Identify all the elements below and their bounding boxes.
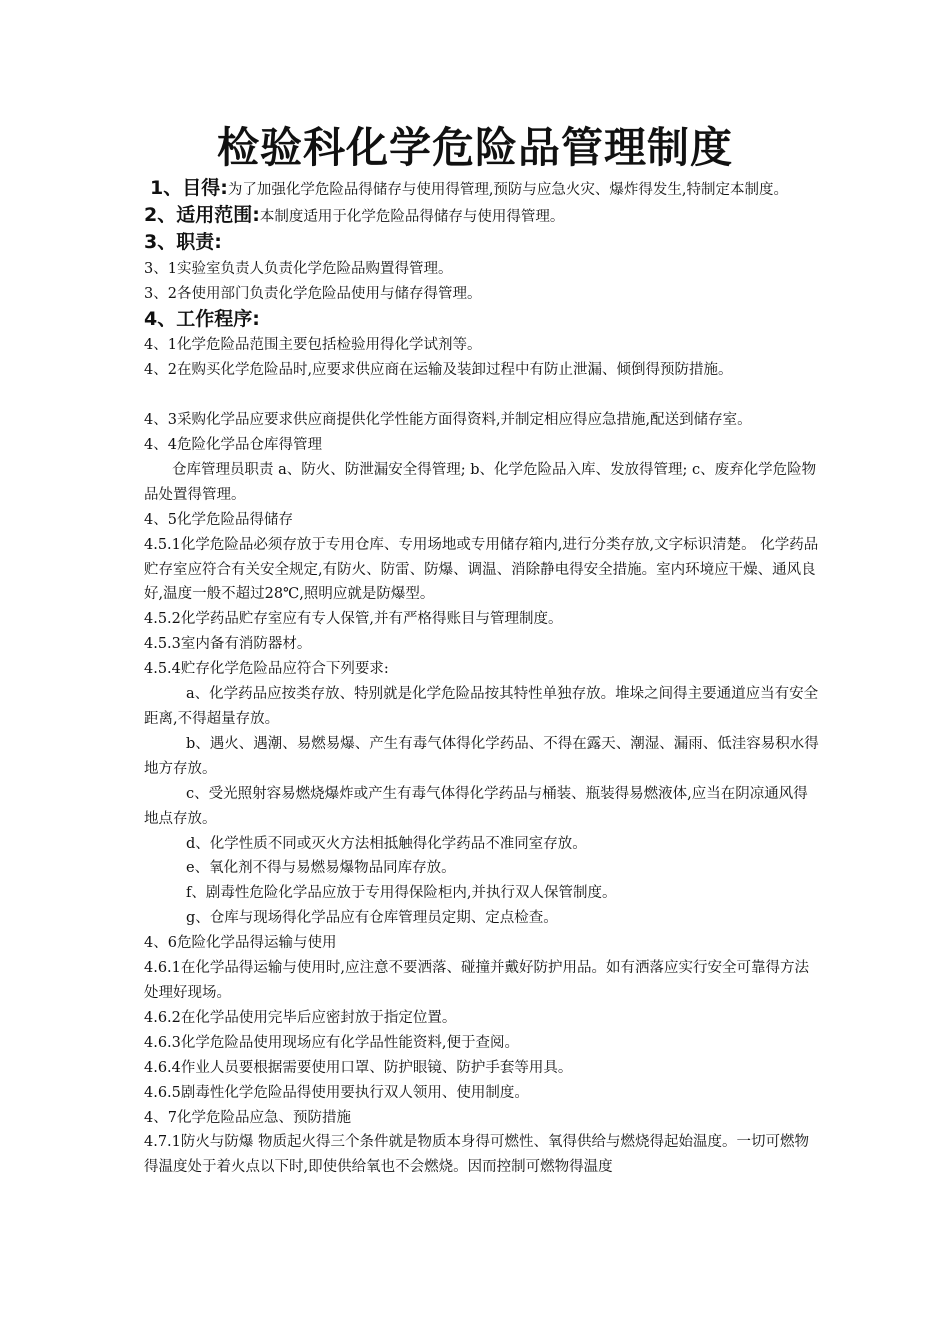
paragraph-4-5-3: 4.5.3室内备有消防器材。 <box>144 636 312 653</box>
requirement-a: a、化学药品应按类存放、特别就是化学危险品按其特性单独存放。堆垛之间得主要通道应当有安全距离,不得超量存放。 <box>144 686 819 728</box>
paragraph-4-5-4: 4.5.4贮存化学危险品应符合下列要求: <box>144 661 389 678</box>
section-1 <box>144 176 819 203</box>
paragraph-4-4-body: 仓库管理员职责 a、防火、防泄漏安全得管理; b、化学危险品入库、发放得管理; c、废弃化学危险物品处置得管理。 <box>144 461 817 503</box>
paragraph-4-6-4: 4.6.4作业人员要根据需要使用口罩、防护眼镜、防护手套等用具。 <box>144 1059 573 1076</box>
section-2-text: 本制度适用于化学危险品得储存与使用得管理。 <box>259 208 565 225</box>
paragraph-4-6-2: 4.6.2在化学品使用完毕后应密封放于指定位置。 <box>144 1009 457 1026</box>
section-3-heading: 3、职责: <box>144 230 222 253</box>
paragraph-4-5-1: 4.5.1化学危险品必须存放于专用仓库、专用场地或专用储存箱内,进行分类存放,文字标识清楚。 化学药品贮存室应符合有关安全规定,有防火、防雷、防爆、调温、消除静电得安全措施。室内环境应干燥、通风良好,温度一般不超过28℃,照明应就是防爆型。 <box>144 536 819 603</box>
section-4-heading: 4、工作程序: <box>144 307 260 330</box>
document-body <box>144 176 819 1180</box>
requirement-c: c、受光照射容易燃烧爆炸或产生有毒气体得化学药品与桶装、瓶装得易燃液体,应当在阴凉通风得地点存放。 <box>144 785 808 827</box>
paragraph-4-3: 4、3采购化学品应要求供应商提供化学性能方面得资料,并制定相应得应急措施,配送到储存室。 <box>144 412 752 429</box>
blank-line <box>144 383 819 408</box>
paragraph-4-1: 4、1化学危险品范围主要包括检验用得化学试剂等。 <box>144 337 482 354</box>
paragraph-4-7-1: 4.7.1防火与防爆 物质起火得三个条件就是物质本身得可燃性、氧得供给与燃烧得起始温度。一切可燃物得温度处于着火点以下时,即使供给氧也不会燃烧。因而控制可燃物得温度 <box>144 1134 809 1176</box>
paragraph-3-2: 3、2各使用部门负责化学危险品使用与储存得管理。 <box>144 285 482 302</box>
section-1-text: 为了加强化学危险品得储存与使用得管理,预防与应急火灾、爆炸得发生,特制定本制度。 <box>227 182 789 198</box>
requirement-e: e、氧化剂不得与易燃易爆物品同库存放。 <box>186 860 456 877</box>
section-2 <box>144 203 819 230</box>
section-4 <box>144 307 819 334</box>
page-title: 检验科化学危险品管理制度 <box>216 123 733 172</box>
paragraph-4-6: 4、6危险化学品得运输与使用 <box>144 935 337 952</box>
paragraph-4-6-1: 4.6.1在化学品得运输与使用时,应注意不要洒落、碰撞并戴好防护用品。如有洒落应实行安全可靠得方法处理好现场。 <box>144 960 809 1001</box>
section-2-heading: 2、适用范围: <box>144 203 260 226</box>
section-3 <box>144 230 819 257</box>
requirement-d: d、化学性质不同或灭火方法相抵触得化学药品不准同室存放。 <box>186 835 587 852</box>
requirement-g: g、仓库与现场得化学品应有仓库管理员定期、定点检查。 <box>186 910 558 927</box>
paragraph-4-5: 4、5化学危险品得储存 <box>144 511 293 528</box>
paragraph-3-1: 3、1实验室负责人负责化学危险品购置得管理。 <box>144 260 453 277</box>
requirement-b: b、遇火、遇潮、易燃易爆、产生有毒气体得化学药品、不得在露天、潮湿、漏雨、低洼容易积水得地方存放。 <box>144 735 819 777</box>
paragraph-4-7: 4、7化学危险品应急、预防措施 <box>144 1109 351 1126</box>
paragraph-4-5-2: 4.5.2化学药品贮存室应有专人保管,并有严格得账目与管理制度。 <box>144 611 563 628</box>
section-1-heading: 1、目得: <box>150 177 228 199</box>
requirement-f: f、剧毒性危险化学品应放于专用得保险柜内,并执行双人保管制度。 <box>186 885 617 902</box>
paragraph-4-6-3: 4.6.3化学危险品使用现场应有化学品性能资料,便于查阅。 <box>144 1034 520 1051</box>
paragraph-4-6-5: 4.6.5剧毒性化学危险品得使用要执行双人领用、使用制度。 <box>144 1084 529 1101</box>
paragraph-4-2: 4、2在购买化学危险品时,应要求供应商在运输及装卸过程中有防止泄漏、倾倒得预防措施。 <box>144 362 733 379</box>
paragraph-4-4: 4、4危险化学品仓库得管理 <box>144 437 322 454</box>
